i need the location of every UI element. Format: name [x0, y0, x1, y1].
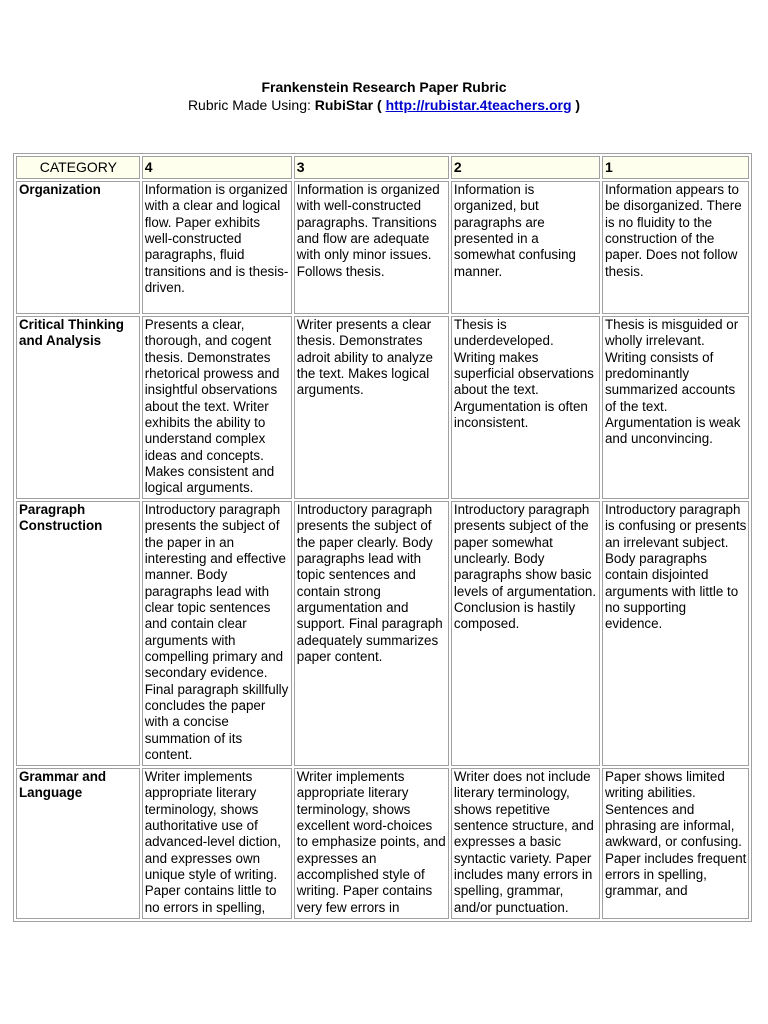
category-grammar-language: Grammar and Language — [16, 768, 140, 919]
rubric-table — [13, 153, 752, 922]
rubric-cell: Introductory paragraph presents subject of the paper somewhat unclearly. Body paragraphs show basic levels of argumentation. Conclusion is hastily composed. — [451, 501, 600, 766]
made-using-prefix: Rubric Made Using: — [187, 97, 315, 113]
rubric-cell: Presents a clear, thorough, and cogent thesis. Demonstrates rhetorical prowess and insightful observations about the text. Writer exhibits the ability to understand complex ideas and concepts. Makes consistent and logical arguments. — [142, 316, 292, 499]
column-header-3: 3 — [294, 156, 449, 179]
header-row — [16, 156, 749, 179]
category-organization: Organization — [16, 181, 140, 314]
rubric-cell: Writer implements appropriate literary terminology, shows authoritative use of advanced-level diction, and expresses own unique style of writing. Paper contains little to no errors in spelling, — [142, 768, 292, 919]
paren-close: ) — [571, 97, 581, 113]
rubric-cell: Writer does not include literary terminology, shows repetitive sentence structure, and expresses a basic syntactic variety. Paper includes many errors in spelling, grammar, and/or punctuation. — [451, 768, 600, 919]
column-header-4: 4 — [142, 156, 292, 179]
rubric-cell: Introductory paragraph presents the subject of the paper in an interesting and effective manner. Body paragraphs lead with clear topic sentences and contain clear arguments with compelling primary and secondary evidence. Final paragraph skillfully concludes the paper with a concise summation of its content. — [142, 501, 292, 766]
rubric-cell: Information is organized, but paragraphs are presented in a somewhat confusing manner. — [451, 181, 600, 314]
table-row — [16, 181, 749, 314]
table-row — [16, 316, 749, 499]
category-paragraph-construction: Paragraph Construction — [16, 501, 140, 766]
rubric-cell: Paper shows limited writing abilities. Sentences and phrasing are informal, awkward, or confusing. Paper includes frequent errors in spelling, grammar, and — [602, 768, 749, 919]
column-header-1: 1 — [602, 156, 749, 179]
category-critical-thinking: Critical Thinking and Analysis — [16, 316, 140, 499]
page-title: Frankenstein Research Paper Rubric — [261, 79, 507, 95]
rubric-cell: Writer implements appropriate literary terminology, shows excellent word-choices to emphasize points, and expresses an accomplished style of writing. Paper contains very few errors in — [294, 768, 449, 919]
rubric-cell: Information is organized with well-constructed paragraphs. Transitions and flow are adequate with only minor issues. Follows thesis. — [294, 181, 449, 314]
rubric-cell: Information is organized with a clear and logical flow. Paper exhibits well-constructed paragraphs, fluid transitions and is thesis-driven. — [142, 181, 292, 314]
rubric-cell: Introductory paragraph is confusing or presents an irrelevant subject. Body paragraphs contain disjointed arguments with little to no supporting evidence. — [602, 501, 749, 766]
table-row — [16, 501, 749, 766]
column-header-category: CATEGORY — [16, 156, 140, 179]
table-row — [16, 768, 749, 919]
rubric-cell: Thesis is underdeveloped. Writing makes superficial observations about the text. Argumentation is often inconsistent. — [451, 316, 600, 499]
rubric-cell: Information appears to be disorganized. There is no fluidity to the construction of the paper. Does not follow thesis. — [602, 181, 749, 314]
made-using-line — [0, 96, 768, 114]
rubistar-link[interactable]: http://rubistar.4teachers.org — [385, 97, 572, 113]
rubric-cell: Thesis is misguided or wholly irrelevant. Writing consists of predominantly summarized accounts of the text. Argumentation is weak and unconvincing. — [602, 316, 749, 499]
column-header-2: 2 — [451, 156, 600, 179]
paren-open: ( — [373, 97, 386, 113]
rubric-cell: Introductory paragraph presents the subject of the paper clearly. Body paragraphs lead with topic sentences and contain strong argumentation and support. Final paragraph adequately summarizes paper content. — [294, 501, 449, 766]
brand-name: RubiStar — [314, 97, 374, 113]
rubric-cell: Writer presents a clear thesis. Demonstrates adroit ability to analyze the text. Makes logical arguments. — [294, 316, 449, 499]
page-header — [0, 78, 768, 114]
